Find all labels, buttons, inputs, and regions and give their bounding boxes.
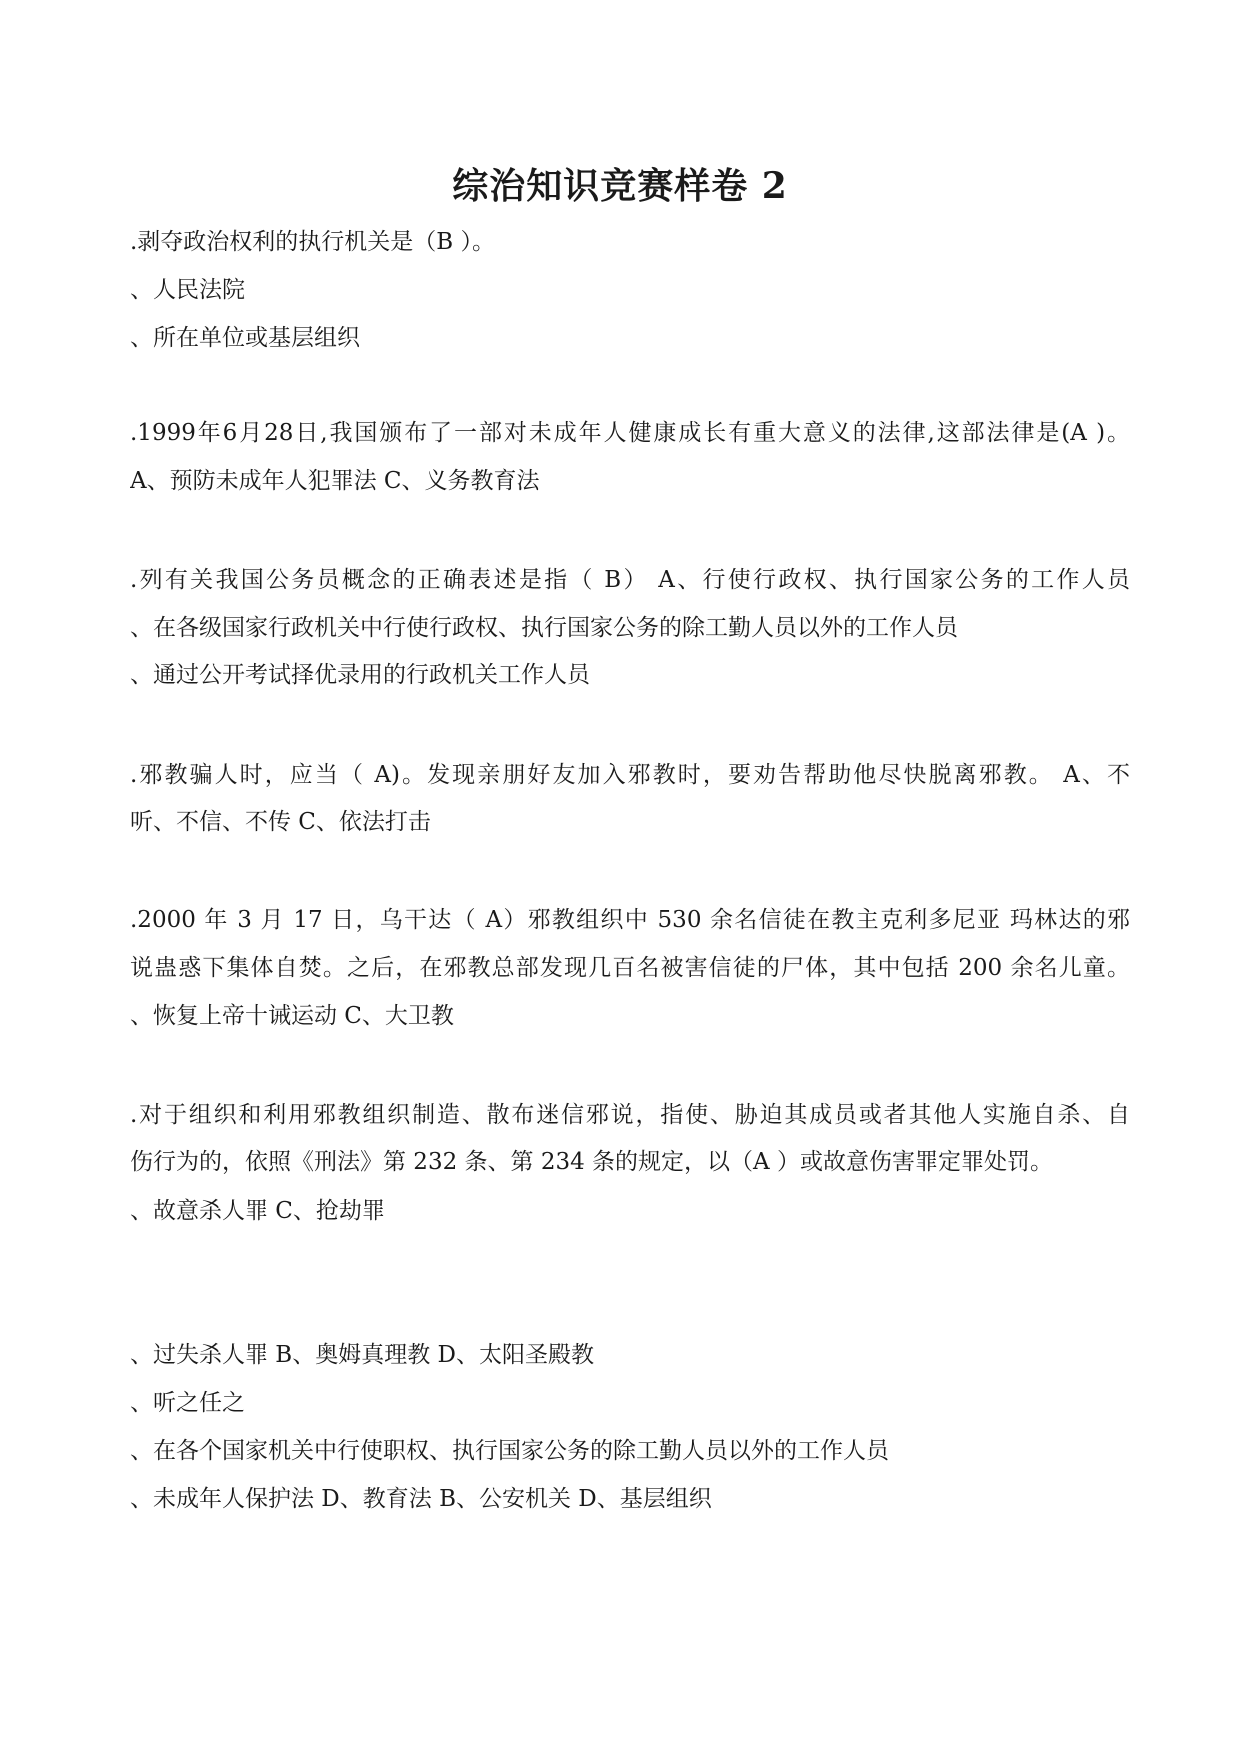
- question-1-stem: .剥夺政治权利的执行机关是（B ）。: [130, 229, 496, 255]
- page-title: 综治知识竞赛样卷 2: [452, 165, 788, 207]
- question-6-stem: .对于组织和利用邪教组织制造、散布迷信邪说，指使、胁迫其成员或者其他人实施自杀、自: [130, 1102, 1130, 1128]
- leftover-options-line: 、在各个国家机关中行使职权、执行国家公务的除工勤人员以外的工作人员: [130, 1438, 889, 1464]
- question-2-stem: .1999年6月28日,我国颁布了一部对未成年人健康成长有重大意义的法律,这部法律是(A )。: [130, 420, 1130, 446]
- question-5-stem-cont: 说蛊惑下集体自焚。之后，在邪教总部发现几百名被害信徒的尸体，其中包括 200 余名儿童。: [130, 955, 1130, 981]
- leftover-options-line: 、未成年人保护法 D、教育法 B、公安机关 D、基层组织: [130, 1486, 712, 1512]
- question-5-stem: .2000 年 3 月 17 日，乌干达（ A）邪教组织中 530 余名信徒在教主克利多尼亚 玛林达的邪: [130, 907, 1130, 933]
- leftover-options-line: 、听之任之: [130, 1390, 245, 1416]
- leftover-options-line: 、过失杀人罪 B、奥姆真理教 D、太阳圣殿教: [130, 1342, 594, 1368]
- question-3-option: 、通过公开考试择优录用的行政机关工作人员: [130, 662, 590, 688]
- question-2-options: A、预防未成年人犯罪法 C、义务教育法: [130, 468, 540, 494]
- question-3-stem: .列有关我国公务员概念的正确表述是指（ B） A、行使行政权、执行国家公务的工作人员: [130, 567, 1130, 593]
- question-4-stem: .邪教骗人时，应当（ A)。发现亲朋好友加入邪教时，要劝告帮助他尽快脱离邪教。 A、不: [130, 762, 1130, 788]
- question-6-options: 、故意杀人罪 C、抢劫罪: [130, 1198, 385, 1224]
- question-6-stem-cont: 伤行为的，依照《刑法》第 232 条、第 234 条的规定，以（A ）或故意伤害罪定罪处罚。: [130, 1149, 1053, 1175]
- question-5-options: 、恢复上帝十诫运动 C、大卫教: [130, 1003, 454, 1029]
- question-4-stem-cont: 听、不信、不传 C、依法打击: [130, 809, 431, 835]
- question-1-option: 、所在单位或基层组织: [130, 325, 360, 351]
- question-1-option: 、人民法院: [130, 277, 245, 303]
- question-3-option: 、在各级国家行政机关中行使行政权、执行国家公务的除工勤人员以外的工作人员: [130, 615, 958, 641]
